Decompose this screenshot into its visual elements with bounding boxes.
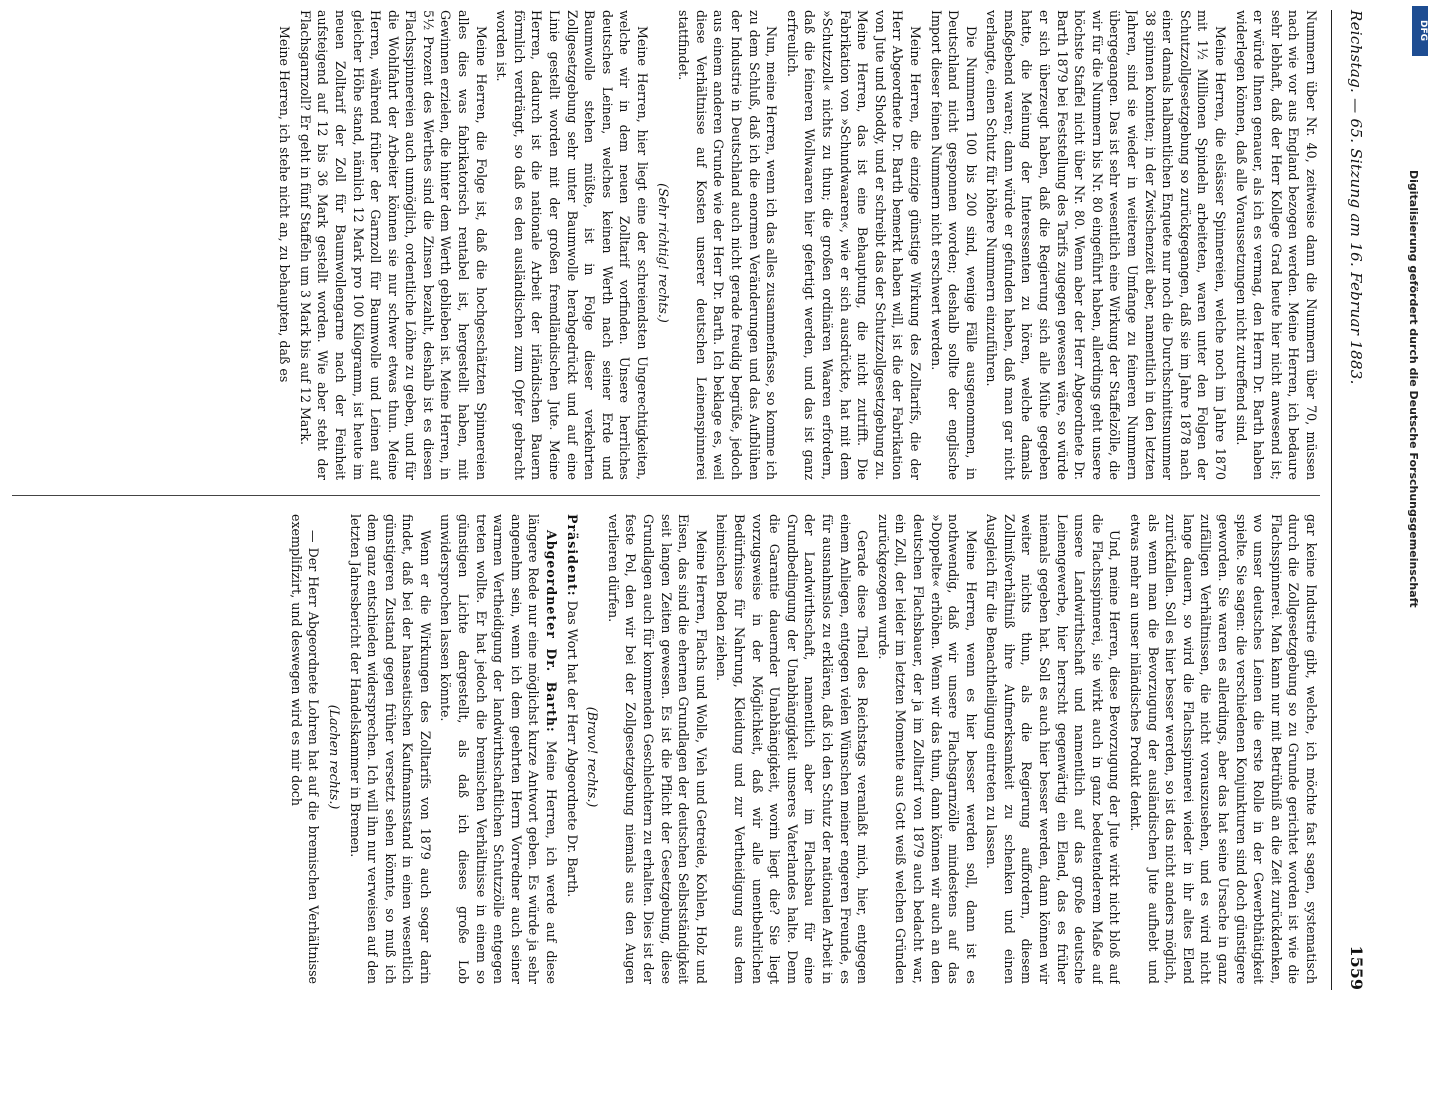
- digitization-stamp: [1398, 20, 1426, 980]
- paragraph-text: Meine Herren, die elsässer Spinnereien, welche noch im Jahre 1870 mit 1½ Millionen Spindeln arbeiteten, waren unter den Folgen der Schutzzollgesetzgebung so zurückgegangen, daß sie im Jahre 1878 nach einer damals halbamtlichen Enquete nur noch die Durchschnittsnummer 38 spinnen konnten; in der Zwischenzeit aber, namentlich in den letzten Jahren, sind sie wieder in weiterem Umfange zu feineren Nummern übergegangen. Das ist sehr wesentlich eine Wirkung der Staffelzölle, die wir für die Nummern bis Nr. 80 eingeführt haben, allerdings geht unsere höchste Staffel nicht über Nr. 80. Wenn aber der Herr Abgeordnete Dr. Barth 1879 bei Feststellung des Tarifs zugegen gewesen wäre, so würde er sich überzeugt haben, daß die Regierung sich alle Mühe gegeben hatte, die Meinung der Interessenten zu hören, welche damals maßgebend waren; dann würde er gefunden haben, daß man gar nicht verlangte, einen Schutz für höhere Nummern einzuführen.: [984, 10, 1229, 480]
- paragraph: [1126, 514, 1320, 984]
- page-header: [1331, 10, 1366, 990]
- paragraph: [276, 10, 294, 480]
- paragraph: [675, 10, 781, 480]
- paragraph-text: Meine Herren, wenn es hier besser werden soll, dann ist es nothwendig, daß wir unsere Flachsgarnzölle mindestens auf das »Doppelte« erhöhen. Wenn wir das thun, dann können wir auch an den deutschen Flachsbauer, der ja im Zolltarif von 1879 auch bedacht war, ein Zoll, der leider im letzten Momente aus Gott weiß welchen Gründen zurückgezogen wurde.: [875, 514, 979, 984]
- paragraph-text: (Lachen rechts.): [326, 704, 342, 810]
- paragraph: [287, 514, 322, 984]
- paragraph: [493, 10, 651, 480]
- paragraph: [783, 10, 924, 480]
- paragraph-text: (Sehr richtig! rechts.): [655, 183, 671, 323]
- column-divider: [12, 495, 1320, 496]
- dfg-logo: DFG: [1412, 6, 1428, 56]
- paragraph-text: Nun, meine Herren, wenn ich das alles zusammenfasse, so komme ich zu dem Schluß, daß ich die enormen Veränderungen und das Aufblühen der Industrie in Deutschland auch nicht gerade freudig begrüße, jedoch aus einem anderen Grunde wie der Herr Dr. Barth. Ich beklage es, weil diese Verhältnisse auf Kosten unserer deutschen Leinenspinnerei stattfindet.: [676, 10, 780, 480]
- paragraph-text: Wenn er die Wirkungen des Zolltarifs von 1879 auch sogar darin findet, daß bei der hanseatischen Kaufmannsstand in einen wesentlich günstigeren Zustand gegen früher versetzt sehen könnte, so muß ich dem ganz entschieden widersprechen. Ich will ihn nur verweisen auf den letzten Jahresbericht der Handelskammer in Bremen.: [347, 514, 433, 984]
- paragraph: [874, 514, 980, 984]
- paragraph: [1232, 10, 1320, 480]
- paragraph: [713, 514, 871, 984]
- paragraph: [983, 514, 1124, 984]
- speaker-name: Präsident:: [564, 514, 580, 597]
- paragraph-text: Das Wort hat der Herr Abgeordnete Dr. Barth.: [564, 600, 580, 898]
- paragraph-text: Gerade diese Theil des Reichstags veranlaßt mich, hier, entgegen einem Anliegen, entgegen vielen Wünschen meiner engeren Freunde, es für ausnahmslos zu erklären, daß ich den Schutz der nationalen Arbeit in der Landwirthschaft, namentlich aber im Flachsbau für eine Grundbedingung der Unabhängigkeit unseres Vaterlandes halte. Denn die Garantie dauernder Unabhängigkeit, worin liegt die? Sie liegt vorzugsweise in der Möglichkeit, daß wir alle unentbehrlichen Bedürfnisse für Nahrung, Kleidung und zur Vertheidigung aus dem heimischen Boden ziehen.: [714, 514, 871, 984]
- paragraph-text: — Der Herr Abgeordnete Lohren hat auf die bremischen Verhältnisse exemplifizirt, und deswegen wird es mir doch: [288, 514, 322, 984]
- paragraph-text: Und, meine Herren, diese Bevorzugung der Jute wirkt nicht bloß auf die Flachsspinnerei, sie wirkt auch in ganz bedeutenderem Maße auf unsere Landwirthschaft und namentlich auf das große deutsche Leinengewerbe, hier herrscht gegenwärtig ein Elend, das es früher niemals gegeben hat. Soll es auch hier besser werden, dann können wir weiter nichts thun, als die Regierung auffordern, diesem Zollmißverhältniß ihre Aufmerksamkeit zu schenken und einen Ausgleich für die Benachtheiligung eintreten zu lassen.: [984, 514, 1123, 984]
- paragraph-text: Nummern über Nr. 40, zeitweise dann die Nummern über 70, müssen nach wie vor aus England bezogen werden. Meine Herren, ich bedaure sehr lebhaft, daß der Herr Kollege Grad heute hier nicht anwesend ist; er würde Ihnen genauer, als ich es vermag, den Herrn Dr. Barth haben widerlegen können, daß alle Voraussetzungen nicht zutreffend sind.: [1233, 10, 1319, 480]
- text-column-left: [12, 10, 1320, 480]
- paragraph: [604, 514, 710, 984]
- paragraph-text: Meine Herren, ich werde auf diese längere Rede nur eine möglichst kurze Antwort geben. Es würde ja sehr angenehm sein, wenn ich dem geehrten Herrn Vorredner auch seiner warmen Vertheidigung der landwirthschaftlichen Schutzzölle entgegen treten wollte. Er hat jedoch die bremischen Verhältnisse in einem so günstigen Lichte dargestellt, als daß ich dieses große Lob unwidersprochen lassen könnte.: [438, 514, 560, 984]
- paragraph-text: Meine Herren, Flachs und Wolle, Vieh und Getreide, Kohlen, Holz und Eisen, das sind die ehernen Grundlagen der deutschen Selbstständigkeit seit langen Zeiten gewesen. Es ist die Pflicht der Gesetzgebung, diese Grundlagen auch für kommenden Geschlechtern zu erhalten. Dies ist der feste Pol, den wir bei der Zollgesetzgebung niemals aus den Augen verlieren dürfen.: [605, 514, 709, 984]
- paragraph-text: Meine Herren, ich stehe nicht an, zu behaupten, daß es: [277, 26, 293, 383]
- text-column-right: [12, 514, 1320, 984]
- paragraph-text: Meine Herren, die einzige günstige Wirkung des Zolltarifs, die der Herr Abgeordnete Dr. Barth bemerkt haben will, ist die der Fabrikation von Jute und Shoddy, und er schreibt das der Schutzzollgesetzgebung zu. Meine Herren, das ist eine Behauptung, die nicht zutrifft. Die Fabrikation von »Schundwaaren«, wie er sich ausdrückte, hat mit dem »Schutzzoll« nichts zu thun; die großen ordinären Waaren erfordern, daß die feineren Wollwaaren hier gefertigt werden, und das ist ganz erfreulich.: [784, 10, 923, 480]
- paragraph-text: Meine Herren, die Folge ist, daß die hochgeschätzten Spinnereien alles dies was fabrikatorisch rentabel ist, hergestellt haben, mit Gewinnen erzielen, die hinter dem Werth geblieben ist. Meine Herren, in 5½ Prozent des Werthes sind die Zinsen bezahlt, deshalb ist es diesen Flachsspinnereien auch unmöglich, ordentliche Löhne zu geben, und für die Wohlfahrt der Arbeiter können sie nur schwer etwas thun. Meine Herren, während früher der Garnzoll für Baumwolle und Leinen auf gleicher Höhe stand, nämlich 12 Mark pro 100 Kilogramm, ist heute im neuen Zolltarif der Zoll für Baumwollengarne nach der Feinheit aufsteigend auf 12 bis 36 Mark gestellt worden. Wie aber steht der Flachsgarnzoll? Er geht in fünf Staffeln um 3 Mark bis auf 12 Mark.: [297, 10, 489, 480]
- paragraph: [983, 10, 1229, 480]
- funding-notice: Digitalisierung gefördert durch die Deutsche Forschungsgemeinschaft: [1407, 170, 1420, 608]
- running-title: Reichstag. — 65. Sitzung am 16. Februar 1883.: [1347, 10, 1365, 385]
- paragraph-text: Die Nummern 100 bis 200 sind, wenige Fälle ausgenommen, in Deutschland nicht gesponnen worden; deshalb sollte der englische Import dieser feinen Nummern nicht erschwert werden.: [928, 10, 979, 480]
- stage-direction: [654, 10, 672, 480]
- speaker-name: Abgeordneter Dr. Barth:: [544, 530, 560, 733]
- paragraph: [346, 514, 434, 984]
- paragraph: [437, 514, 560, 984]
- paragraph-text: Meine Herren, hier liegt eine der schreiendsten Ungerechtigkeiten, welche wir in dem neuen Zolltarif vorfinden. Unsere herrliches deutsches Leinen, welches keinen Werth nach seiner Erde und Baumwolle stehen müßte, ist in Folge dieser verkehrten Zollgesetzgebung sehr unter Baumwolle herabgedrückt und auf eine Linie gestellt worden mit der großen fremdländischen Jute. Meine Herren, dadurch ist die nationale Arbeit der irländischen Bauern förmlich verdrängt, so daß es den ausländischen zum Opfer gebracht worden ist.: [494, 10, 651, 480]
- paragraph-text: gar keine Industrie gibt, welche, ich möchte fast sagen, systematisch durch die Zollgesetzgebung so zu Grunde gerichtet worden ist wie die Flachsspinnerei. Man kann nur mit Betrübniß an die Zeit zurückdenken, wo unser deutsches Leinen die erste Rolle in der Gewerbthätigkeit spielte. Sie sagen: die verschiedenen Konjunkturen sind doch günstigere geworden. Sie waren es allerdings, aber das hat seine Ursache in ganz zufälligen Verhältnissen, die nicht vorauszusehen, und es wird nicht lange dauern, so wird die Flachsspinnerei wieder in ihr altes Elend zurückfallen. Soll es hier besser werden, so ist das nicht anders möglich, als wenn man die Bevorzugung der ausländischen Jute aufhebt und etwas mehr an unser inländisches Produkt denkt.: [1128, 514, 1319, 984]
- paragraph: [296, 10, 490, 480]
- stage-direction: [584, 514, 602, 984]
- stage-direction: [325, 514, 343, 984]
- page-number: 1559: [1347, 945, 1366, 990]
- paragraph: [563, 514, 581, 984]
- paragraph-text: (Bravo! rechts.): [585, 706, 601, 808]
- paragraph: [927, 10, 980, 480]
